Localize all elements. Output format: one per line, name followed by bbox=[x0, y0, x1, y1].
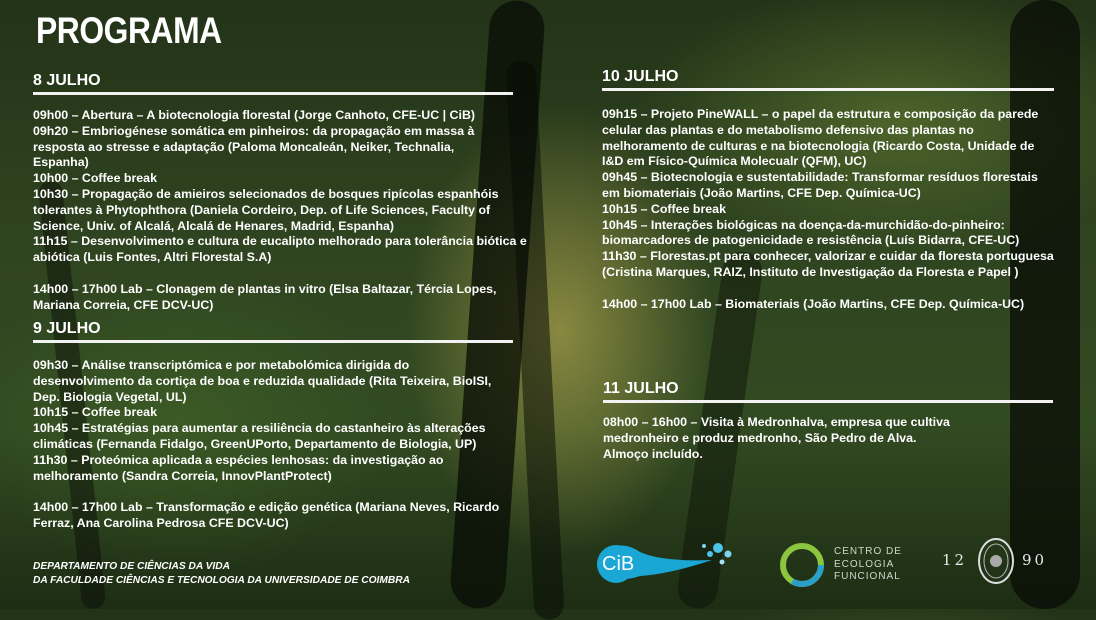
heading-rule bbox=[602, 88, 1054, 91]
cib-logo-text: CiB bbox=[602, 553, 635, 575]
schedule-item: 14h00 – 17h00 Lab – Biomateriais (João Martins, CFE Dep. Química-UC) bbox=[602, 296, 1025, 311]
schedule-item: 09h45 – Biotecnologia e sustentabilidade: Transformar resíduos florestais em biomateriais (João Martins, CFE Dep. Química-UC) bbox=[602, 170, 1038, 200]
page-title: PROGRAMA bbox=[36, 10, 222, 51]
schedule-item: 14h00 – 17h00 Lab – Transformação e edição genética (Mariana Neves, Ricardo Ferraz, Ana Carolina Pedrosa CFE DCV-UC) bbox=[33, 500, 500, 531]
seal-icon bbox=[976, 537, 1016, 585]
footer-line: DEPARTAMENTO DE CIÊNCIAS DA VIDA bbox=[33, 561, 230, 572]
heading-rule bbox=[603, 400, 1053, 403]
day-heading: 10 JULHO bbox=[602, 68, 679, 85]
schedule-item: 09h00 – Abertura – A biotecnologia florestal (Jorge Canhoto, CFE-UC | CiB) bbox=[33, 108, 476, 122]
schedule-item: Almoço incluído. bbox=[603, 446, 703, 461]
cib-logo bbox=[592, 540, 742, 590]
footer-line: DA FACULDADE CIÊNCIAS E TECNOLOGIA DA UNIVERSIDADE DE COIMBRA bbox=[33, 574, 410, 586]
uc-year-right: 90 bbox=[1022, 551, 1048, 569]
uc-year-left: 12 bbox=[942, 551, 968, 569]
day-9-julho bbox=[33, 320, 513, 532]
day-11-julho bbox=[603, 380, 1053, 462]
cfe-logo-text bbox=[834, 546, 902, 584]
schedule-item: 09h20 – Embriogénese somática em pinheiros: da propagação em massa à resposta ao stresse e adaptação (Paloma Moncaleán, Neiker, Technalia, Espanha) bbox=[33, 123, 475, 170]
schedule-item: 09h15 – Projeto PineWALL – o papel da estrutura e composição da parede celular das plantas e do metabolismo defensivo das plantas no melhoramento de culturas e na biotecnologia (Ricardo Costa, Unidade de I&D em Físico-Química Molecualr (QFM), UC) bbox=[602, 107, 1039, 169]
schedule-item: 10h45 – Estratégias para aumentar a resiliência do castanheiro às alterações climáticas (Fernanda Fidalgo, GreenUPorto, Departamento de Biologia, UP) bbox=[33, 421, 486, 451]
day-8-julho bbox=[33, 72, 527, 314]
schedule-item: 10h15 – Coffee break bbox=[602, 201, 726, 216]
schedule-item: 11h15 – Desenvolvimento e cultura de eucalipto melhorado para tolerância biótica e abiótica (Luis Fontes, Altri Florestal S.A) bbox=[33, 234, 527, 265]
schedule-item: 10h45 – Interações biológicas na doença-da-murchidão-do-pinheiro: biomarcadores de patogenicidade e resistência (Luís Bidarra, CFE-UC) bbox=[602, 217, 1020, 248]
heading-rule bbox=[33, 92, 513, 95]
day-heading: 11 JULHO bbox=[603, 380, 679, 397]
heading-rule bbox=[33, 340, 513, 343]
cfe-text-line: CENTRO DE bbox=[834, 546, 902, 557]
university-coimbra-logo bbox=[942, 537, 1057, 587]
schedule-item: 08h00 – 16h00 – Visita à Medronhalva, empresa que cultiva medronheiro e produz medronho, São Pedro de Alva. bbox=[603, 415, 950, 445]
day-heading: 9 JULHO bbox=[33, 320, 101, 337]
day-items bbox=[602, 107, 1054, 313]
day-items bbox=[33, 108, 527, 314]
cfe-text-line: FUNCIONAL bbox=[834, 571, 901, 582]
day-items bbox=[603, 415, 1003, 462]
schedule-item: 10h30 – Propagação de amieiros selecionados de bosques ripícolas espanhóis tolerantes à Phytophthora (Daniela Cordeiro, Dep. of Life Sciences, Faculty of Science, Univ. of Alcalá, Alcalá de Henares, Madrid, Espanha) bbox=[33, 186, 499, 233]
schedule-item: 11h30 – Proteómica aplicada a espécies lenhosas: da investigação ao melhoramento (Sandra Correia, InnovPlantProtect) bbox=[33, 452, 444, 483]
schedule-item: 11h30 – Florestas.pt para conhecer, valorizar e cuidar da floresta portuguesa (Cristina Marques, RAIZ, Instituto de Investigação da Floresta e Papel ) bbox=[602, 249, 1054, 279]
cfe-logo bbox=[778, 541, 928, 589]
schedule-item: 10h00 – Coffee break bbox=[33, 171, 157, 186]
day-10-julho bbox=[602, 68, 1054, 313]
schedule-item: 10h15 – Coffee break bbox=[33, 405, 157, 420]
schedule-item: 14h00 – 17h00 Lab – Clonagem de plantas in vitro (Elsa Baltazar, Tércia Lopes, Mariana Correia, CFE DCV-UC) bbox=[33, 281, 497, 312]
department-footer bbox=[33, 560, 410, 587]
day-items bbox=[33, 358, 513, 532]
schedule-item: 09h30 – Análise transcriptómica e por metabolómica dirigida do desenvolvimento da cortiça de boa e reduzida qualidade (Rita Teixeira, BioISI, Dep. Biologia Vegetal, UL) bbox=[33, 358, 492, 404]
day-heading: 8 JULHO bbox=[33, 72, 101, 89]
cfe-text-line: ECOLOGIA bbox=[834, 558, 895, 570]
